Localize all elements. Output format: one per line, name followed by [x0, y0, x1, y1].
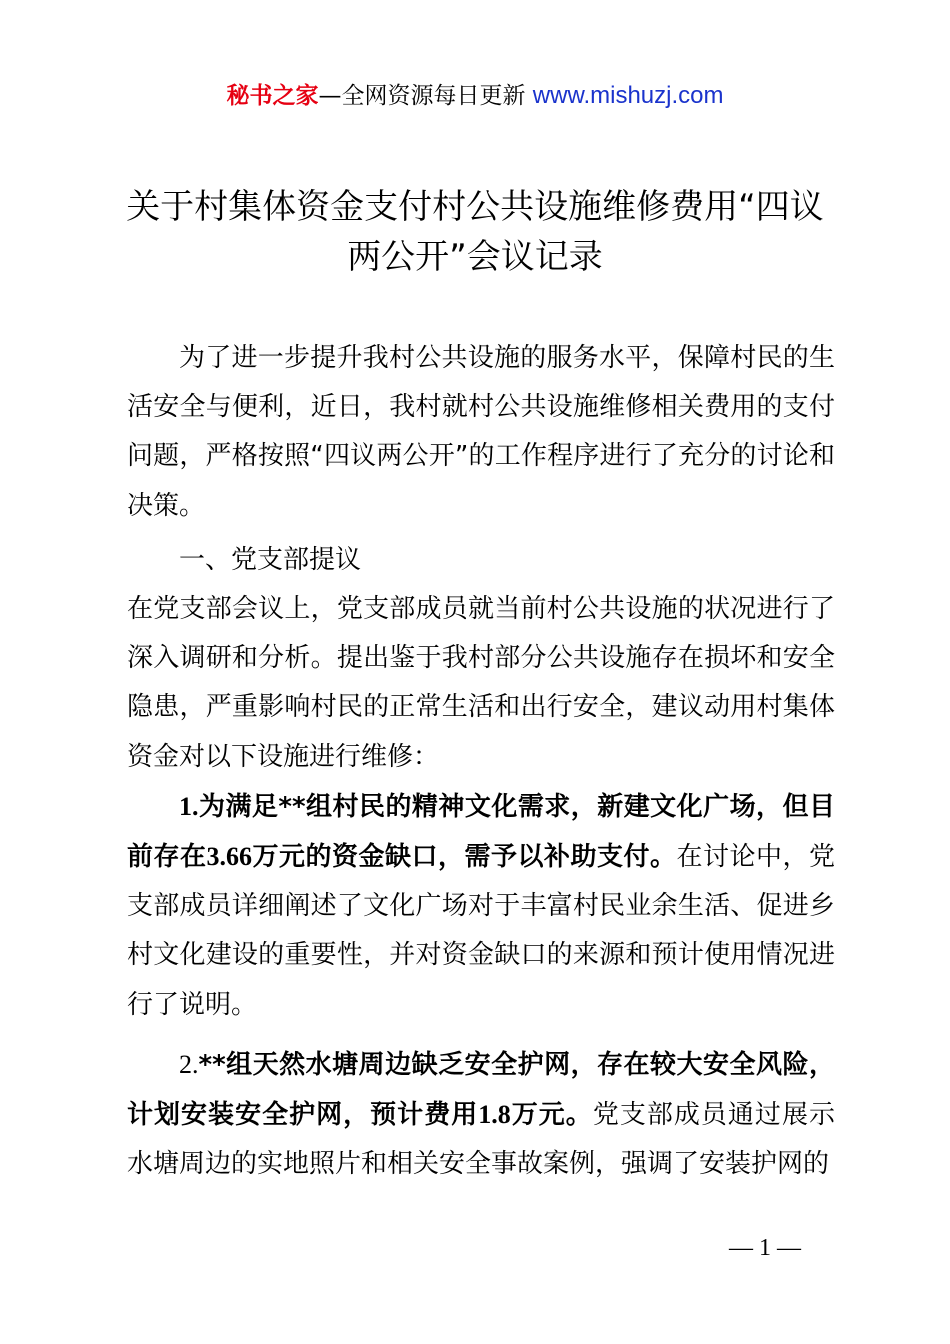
site-header	[0, 80, 950, 112]
section-heading-party-proposal: 一、党支部提议	[179, 544, 362, 575]
item-amount: 3.66	[206, 842, 252, 872]
document-body	[127, 334, 835, 1189]
document-title: 关于村集体资金支付村公共设施维修费用“四议两公开”会议记录	[126, 187, 824, 277]
page-number: — 1 —	[729, 1235, 801, 1261]
site-brand: 秘书之家	[226, 83, 319, 109]
site-url-link[interactable]: www.mishuzj.com	[532, 82, 724, 109]
item-bold-part-b: 万元的资金缺口，需予以补助支付。	[252, 842, 677, 873]
item-plain-text: 党支部成员通过展示水塘周边的实地照片和相关安全事故案例，强调了安装护网的	[127, 1100, 835, 1180]
item-amount: 1.8	[478, 1100, 511, 1130]
item-bold-part-a: 为满足**组村民的精神文化需求，新建文化广场，但目前存在	[127, 791, 835, 873]
intro-paragraph: 为了进一步提升我村公共设施的服务水平，保障村民的生活安全与便利，近日，我村就村公共设施维修相关费用的支付问题，严格按照“四议两公开”的工作程序进行了充分的讨论和决策。	[127, 343, 835, 521]
site-slogan: —全网资源每日更新	[318, 83, 533, 109]
list-item-cultural-square	[127, 782, 835, 1030]
item-number: 2.	[179, 1049, 199, 1079]
item-number: 1.	[179, 791, 199, 821]
list-item-pond-safety-net	[127, 1040, 835, 1190]
item-bold-part-b: 万元。	[510, 1100, 593, 1131]
item-bold-part-a: **组天然水塘周边缺乏安全护网，存在较大安全风险，计划安装安全护网，预计费用	[127, 1049, 835, 1131]
section-body-party-proposal: 在党支部会议上，党支部成员就当前村公共设施的状况进行了深入调研和分析。提出鉴于我村部分公共设施存在损坏和安全隐患，严重影响村民的正常生活和出行安全，建议动用村集体资金对以下设施进行维修：	[127, 594, 835, 772]
item-plain-text: 在讨论中，党支部成员详细阐述了文化广场对于丰富村民业余生活、促进乡村文化建设的重要性，并对资金缺口的来源和预计使用情况进行了说明。	[127, 842, 835, 1020]
